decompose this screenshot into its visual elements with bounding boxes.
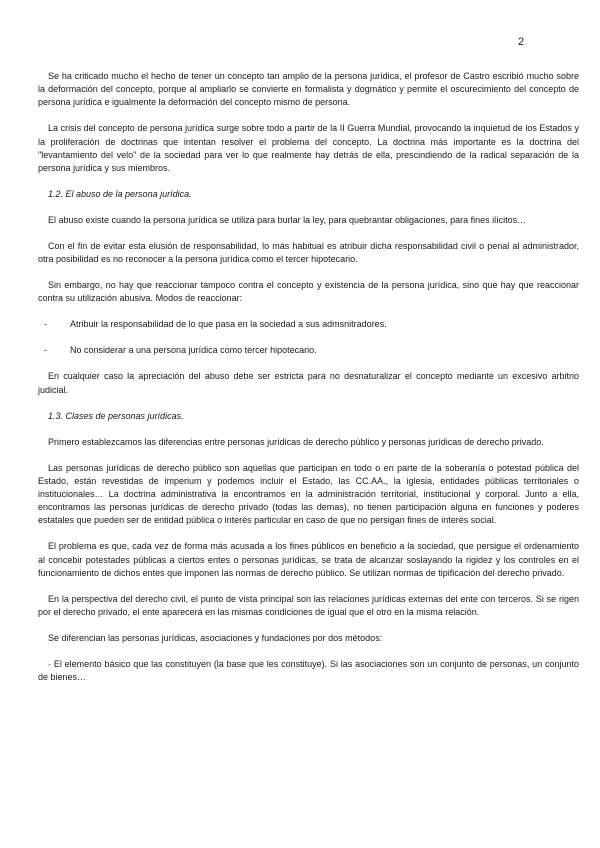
bullet-text: Atribuir la responsabilidad de lo que pasa en la sociedad a sus admsnitradores. [70,319,387,330]
paragraph-11: Se diferencian las personas jurídicas, asociaciones y fundaciones por dos métodos: [48,633,383,644]
document-body [38,70,579,697]
bullet-marker: - [44,319,47,330]
paragraph-8: Las personas jurídicas de derecho público son aquellas que participan en todo o en parte de la soberanía o potestad pública del Estado, están revestidas de imperium y podemos incluir el Estado, las CC.AA., la iglesia, entidades públicas territoriales o institucionales… La doctrina administrativa la encontramos en la administración territorial, institucional y corporal. Junto a ella, encontramos las personas jurídicas de derecho privado (todas las demas), no tienen participación alguna en funciones y poderes estatales que pueden ser de entidad pública o interés particular en caso de que no persigan fines de interés social. [38,462,579,526]
paragraph-2: La crisis del concepto de persona jurídica surge sobre todo a partir de la II Guerra Mundial, provocando la inquietud de los Estados y la proliferación de doctrinas que intentan resolver el problema del concepto. La doctrina más importante es la doctrina del "levantamiento del velo" de la sociedad para ver lo que realmente hay detrás de ella, prescindiendo de la radical separación de la persona jurídica y sus miembros. [38,123,579,174]
paragraph-5: Sin embargo, no hay que reaccionar tampoco contra el concepto y existencia de la persona jurídica, sino que hay que reaccionar contra su utilización abusiva. Modos de reaccionar: [38,280,579,304]
paragraph-3: El abuso existe cuando la persona jurídica se utiliza para burlar la ley, para quebrantar obligaciones, para fines ilícitos… [48,215,527,226]
paragraph-1: Se ha criticado mucho el hecho de tener un concepto tan amplio de la persona jurídica, el profesor de Castro escribió mucho sobre la deformación del concepto, porque al ampliarlo se convierte en formalista y dogmático y permite el oscurecimiento del concepto de persona jurídica e igualmente la deformación del concepto mismo de persona. [38,71,579,108]
section-heading-1-3: 1.3. Clases de personas jurídicas. [48,410,184,421]
section-heading-1-2: 1.2. El abuso de la persona jurídica. [48,189,192,200]
bullet-item-1 [38,318,579,331]
paragraph-12: · El elemento básico que las constituyen (la base que les constituye). Si las asociaciones son un conjunto de personas, un conjunto de bienes… [38,659,579,683]
paragraph-7: Primero establezcamos las diferencias entre personas jurídicas de derecho público y personas jurídicas de derecho privado. [48,436,544,447]
page-number: 2 [518,36,525,48]
paragraph-6: En cualquier caso la apreciación del abuso debe ser estricta para no desnaturalizar el concepto mediante un excesivo arbitrio judicial. [38,371,579,395]
bullet-marker: - [44,345,47,356]
paragraph-10: En la perspectiva del derecho civil, el punto de vista principal son las relaciones jurídicas externas del ente con terceros. Si se rigen por el derecho privado, el ente aparecerá en las mismas condiciones de igual que el otro en la misma relación. [38,593,579,618]
paragraph-9: El problema es que, cada vez de forma más acusada a los fines públicos en beneficio a la sociedad, que persigue el ordenamiento al concebir potestades públicas a ciertos entes o personas jurídicas, se trata de alcanzar soslayando la rigidez y los controles en el funcionamiento de dichos entes que imponen las normas de derecho público. Se utilizan normas de tipificación del derecho privado. [38,541,579,578]
bullet-text: No considerar a una persona jurídica como tercer hipotecario. [70,345,317,356]
bullet-item-2 [38,344,579,357]
paragraph-4: Con el fin de evitar esta elusión de responsabilidad, lo más habitual es atribuir dicha responsabilidad civil o penal al administrador, otra posibilidad es no reconocer a la persona jurídica como el tercer hipotecario. [38,241,579,265]
